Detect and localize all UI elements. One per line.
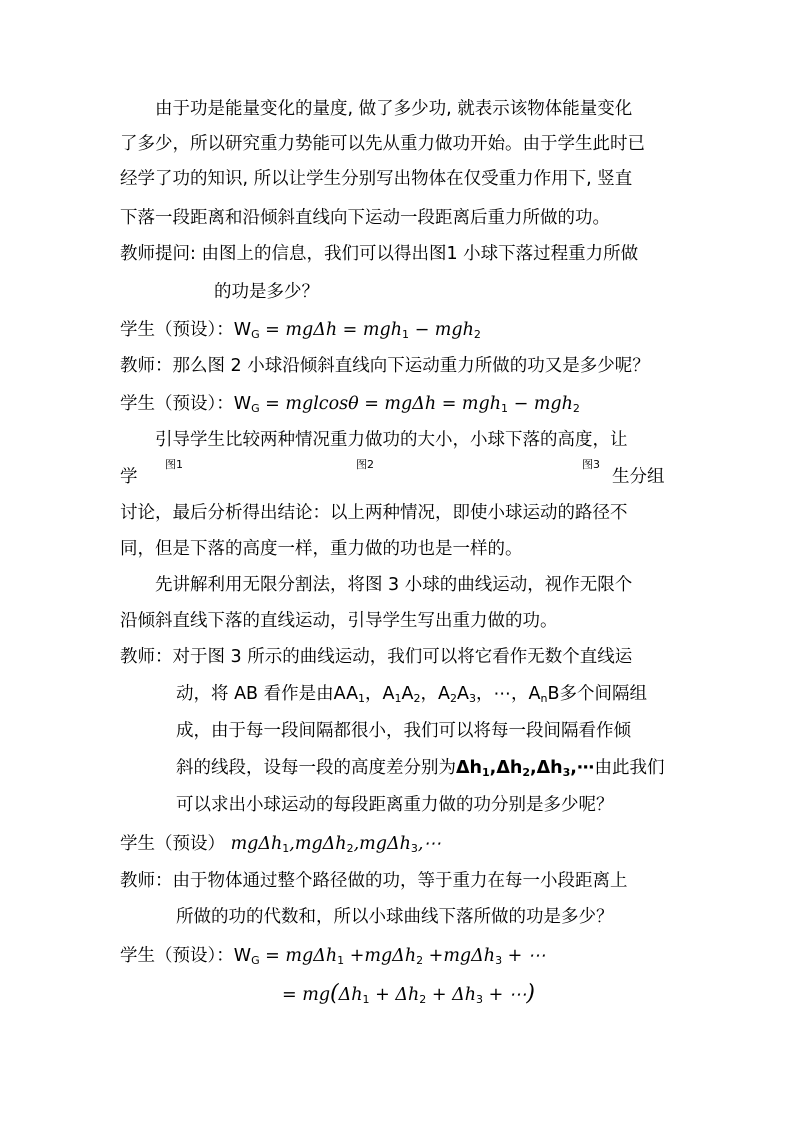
student-prefix: 学生（预设）： (120, 394, 234, 414)
paragraph-line: 由于功是能量变化的量度, 做了多少功, 就表示该物体能量变化 (155, 99, 633, 119)
height-diff-list: $\Delta h_1,\Delta h_2,\Delta h_3,\cdots$ (456, 758, 595, 779)
student-answer (120, 392, 580, 416)
paragraph-line: 生分组 (612, 467, 665, 487)
segment-list: $AA_1$，$A_1A_2$，$A_2A_3$，⋯，$A_nB$ (333, 684, 560, 705)
text-fragment: 多个间隔组 (559, 684, 647, 704)
formula-wg-factored: = $mg(\Delta h_1 + \Delta h_2 + \Delta h_3$ + ⋯) (282, 981, 535, 1006)
paragraph-line: 经学了功的知识, 所以让学生分别写出物体在仅受重力作用下, 竖直 (120, 169, 633, 189)
formula-work-list: mgΔh$_1$,mgΔh$_2$,mgΔh$_3$,⋯ (230, 834, 441, 855)
teacher-question-cont: 可以求出小球运动的每段距离重力做的功分别是多少呢？ (176, 795, 614, 815)
teacher-question-cont (176, 756, 664, 780)
formula-wg-sum: $W_G = mg\Delta h_1 +mg\Delta h_2 +mg\Delta h_3$ + ⋯ (233, 946, 546, 967)
text-fragment: 动，将 AB 看作是由 (176, 684, 334, 704)
teacher-question-cont: 所做的功的代数和，所以小球曲线下落所做的功是多少？ (176, 907, 614, 927)
figure-label-1: 图1 (165, 458, 183, 471)
paragraph-line: 引导学生比较两种情况重力做功的大小，小球下落的高度，让 (155, 430, 628, 450)
teacher-question-cont: 成，由于每一段间隔都很小，我们可以将每一段间隔看作倾 (176, 721, 631, 741)
paragraph-line: 下落一段距离和沿倾斜直线向下运动一段距离后重力所做的功。 (120, 208, 610, 228)
paragraph-line: 同，但是下落的高度一样，重力做的功也是一样的。 (120, 539, 523, 559)
figure-label-3: 图3 (582, 458, 600, 471)
student-answer (120, 944, 545, 968)
teacher-question: 教师提问: 由图上的信息，我们可以得出图1 小球下落过程重力所做 (120, 244, 639, 264)
formula-wg-1: $W_G = mg\Delta h = mgh_1 - mgh_2$ (233, 320, 481, 341)
paragraph-line: 沿倾斜直线下落的直线运动，引导学生写出重力做的功。 (120, 611, 558, 631)
student-prefix: 学生（预设）： (120, 320, 234, 340)
teacher-question: 教师：那么图 2 小球沿倾斜直线向下运动重力所做的功又是多少呢？ (120, 356, 650, 376)
student-prefix: 学生（预设） (120, 834, 225, 854)
student-answer (120, 832, 441, 856)
text-fragment: 由此我们 (594, 758, 665, 778)
student-answer (120, 318, 481, 342)
student-prefix: 学生（预设）： (120, 946, 234, 966)
teacher-question-cont (176, 682, 647, 706)
formula-wg-2: $W_G = mglcos\theta = mg\Delta h = mgh_1 - mgh_2$ (233, 394, 580, 415)
teacher-question: 教师：由于物体通过整个路径做的功，等于重力在每一小段距离上 (120, 871, 628, 891)
text-fragment: 斜的线段，设每一段的高度差分别为 (176, 758, 456, 778)
paragraph-line: 讨论，最后分析得出结论：以上两种情况，即使小球运动的路径不 (120, 503, 628, 523)
teacher-question: 教师：对于图 3 所示的曲线运动，我们可以将它看作无数个直线运 (120, 647, 633, 667)
paragraph-line: 先讲解利用无限分割法，将图 3 小球的曲线运动，视作无限个 (155, 575, 633, 595)
figure-label-2: 图2 (356, 458, 374, 471)
paragraph-line: 学 (120, 467, 138, 487)
teacher-question-cont: 的功是多少？ (214, 282, 319, 302)
paragraph-line: 了多少，所以研究重力势能可以先从重力做功开始。由于学生此时已 (120, 134, 645, 154)
